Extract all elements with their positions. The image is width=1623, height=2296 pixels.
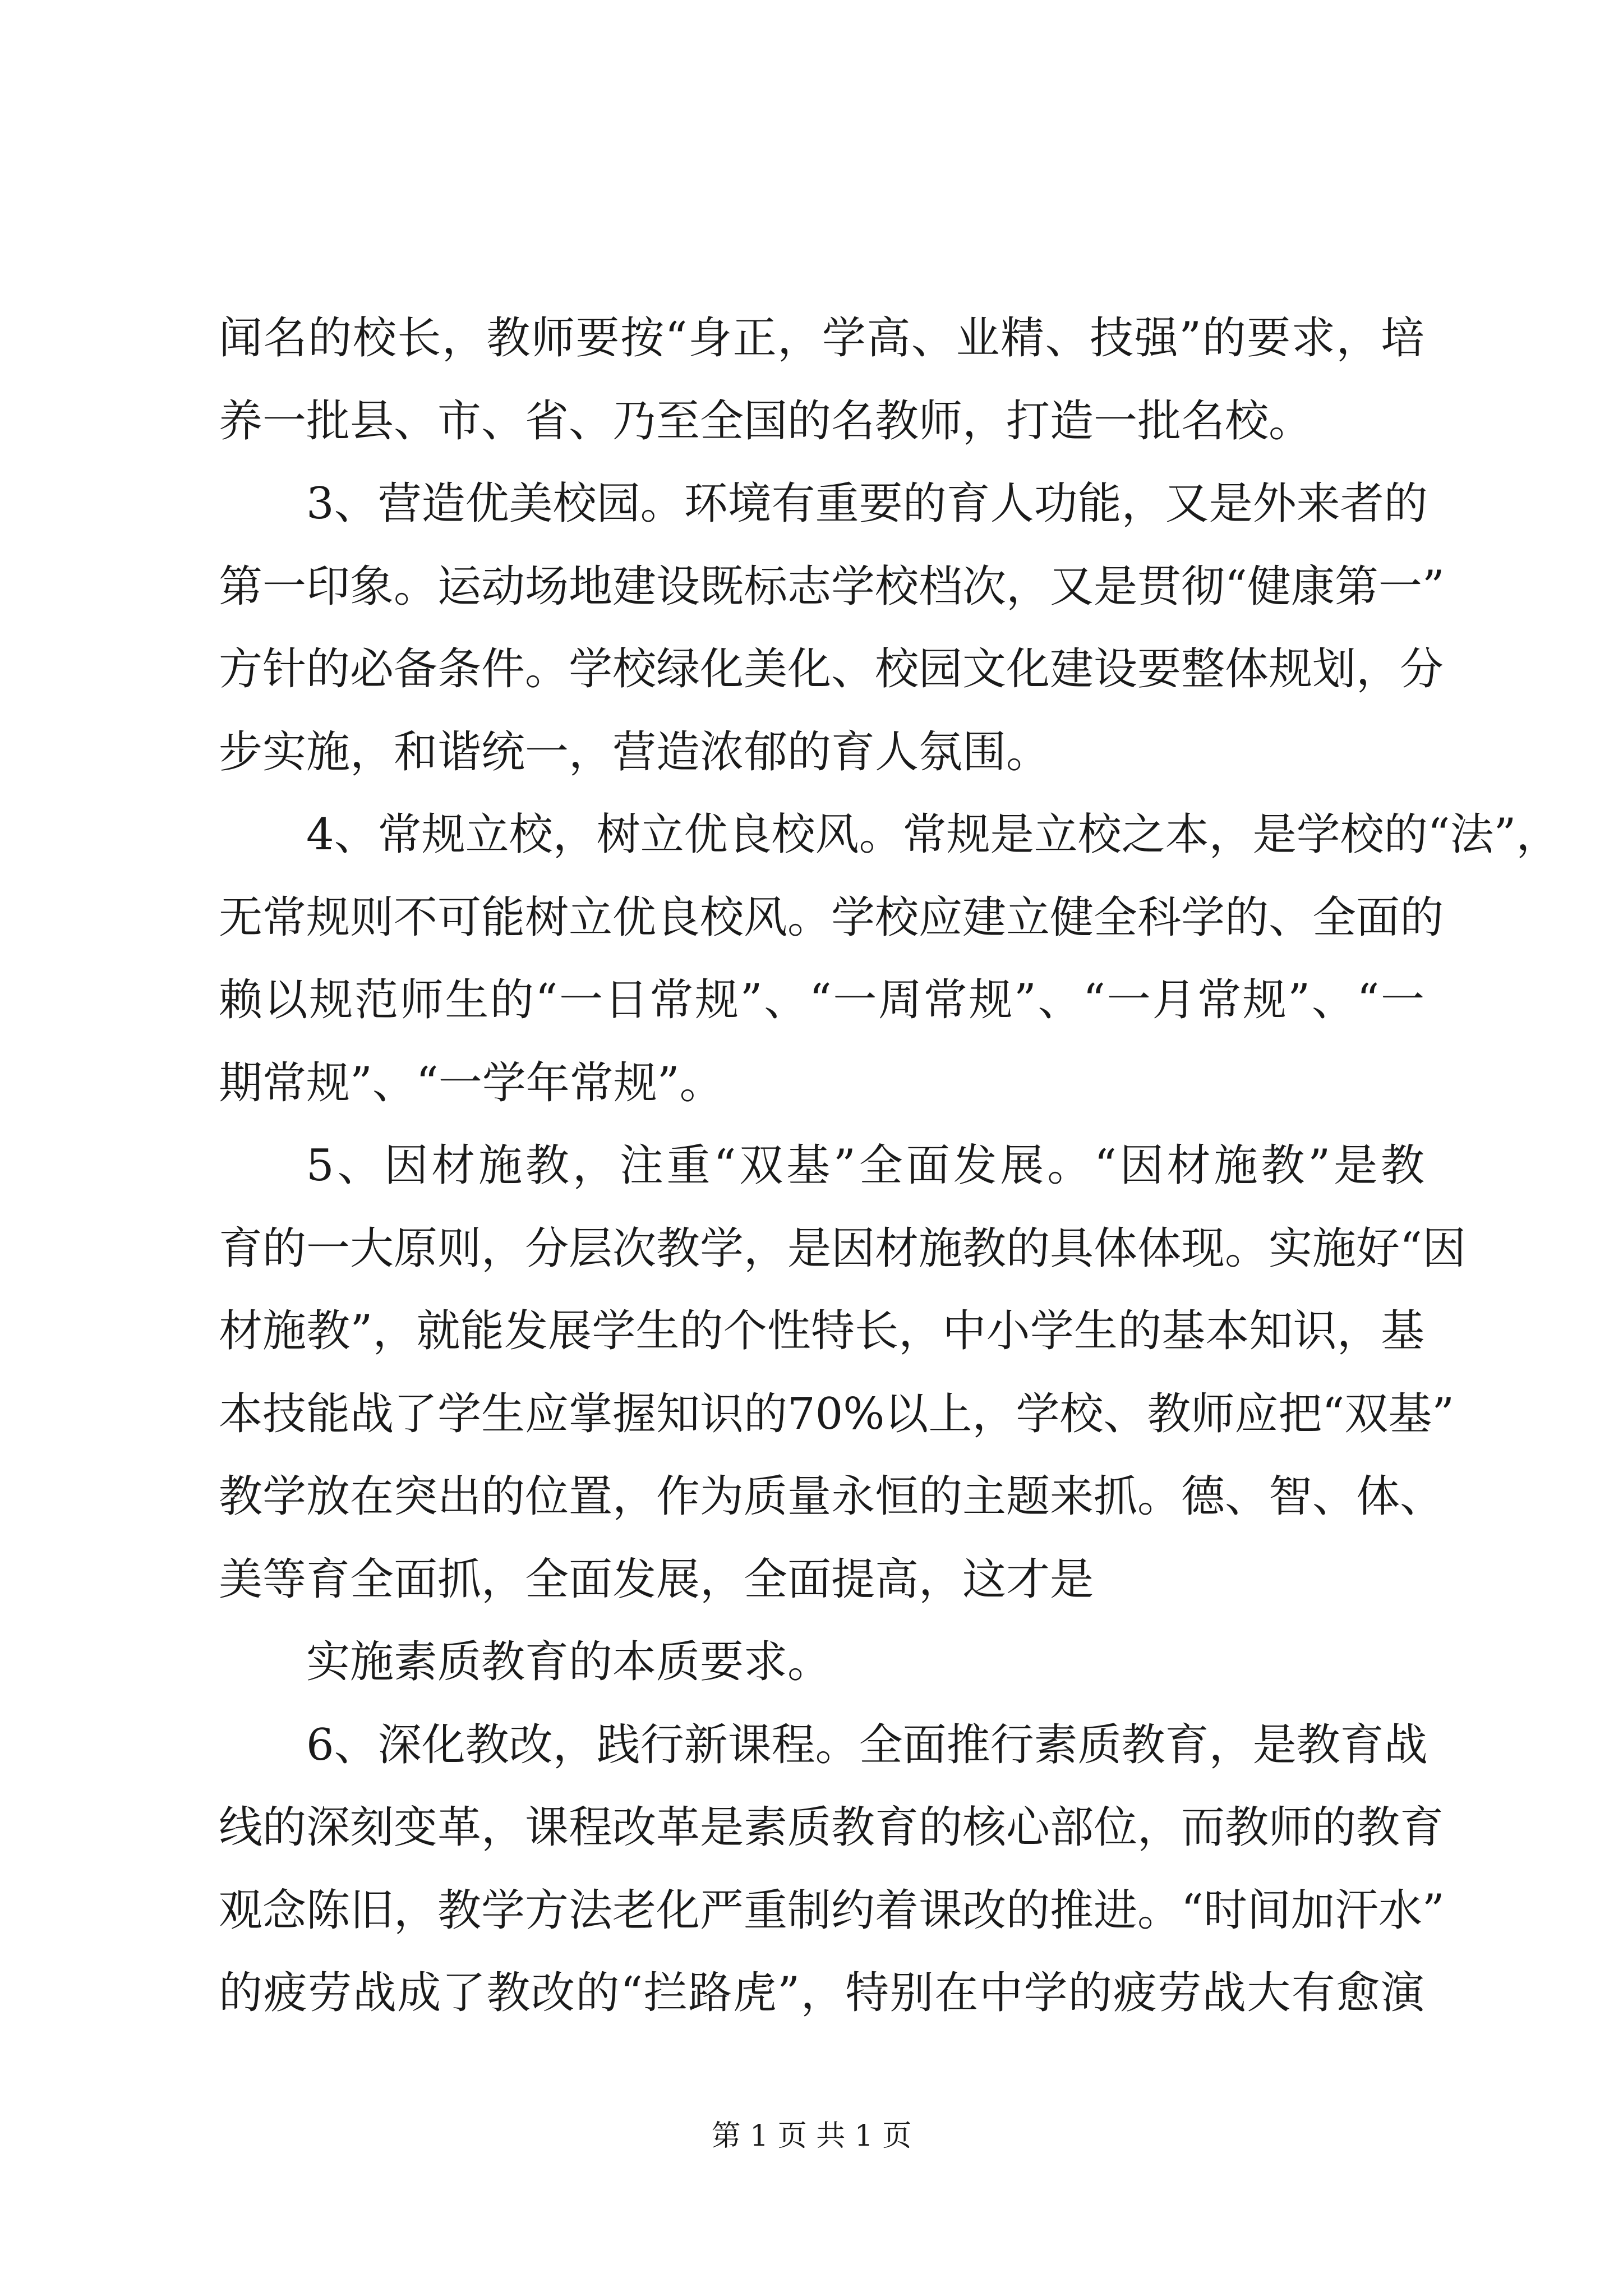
text-line: 本技能战了学生应掌握知识的70%以上，学校、教师应把“双基” — [219, 1388, 1455, 1439]
text-line: 第一印象。运动场地建设既标志学校档次，又是贯彻“健康第一” — [219, 561, 1445, 612]
text-line: 无常规则不可能树立优良校风。学校应建立健全科学的、全面的 — [219, 892, 1444, 943]
text-line: 闻名的校长，教师要按“身正，学高、业精、技强”的要求，培 — [219, 313, 1424, 364]
text-line: 美等育全面抓，全面发展，全面提高，这才是 — [219, 1554, 1094, 1605]
text-line: 赖以规范师生的“一日常规”、“一周常规”、“一月常规”、“一 — [219, 975, 1424, 1025]
text-line: 实施素质教育的本质要求。 — [306, 1637, 832, 1687]
text-line: 5、因材施教，注重“双基”全面发展。“因材施教”是教 — [306, 1140, 1424, 1191]
body-text — [219, 297, 1560, 2035]
text-line: 期常规”、“一学年常规”。 — [219, 1057, 723, 1108]
text-line: 步实施，和谐统一，营造浓郁的育人氛围。 — [219, 726, 1050, 777]
text-line: 育的一大原则，分层次教学，是因材施教的具体体现。实施好“因 — [219, 1223, 1466, 1274]
text-line: 的疲劳战成了教改的“拦路虎”，特别在中学的疲劳战大有愈演 — [219, 1968, 1424, 2018]
text-line: 教学放在突出的位置，作为质量永恒的主题来抓。德、智、体、 — [219, 1471, 1444, 1522]
text-line: 方针的必备条件。学校绿化美化、校园文化建设要整体规划，分 — [219, 644, 1444, 694]
text-line: 材施教”，就能发展学生的个性特长，中小学生的基本知识，基 — [219, 1306, 1424, 1356]
page-footer: 第 1 页 共 1 页 — [711, 2119, 912, 2153]
text-line: 线的深刻变革，课程改革是素质教育的核心部位，而教师的教育 — [219, 1802, 1444, 1853]
text-line: 6、深化教改，践行新课程。全面推行素质教育，是教育战 — [306, 1719, 1428, 1770]
text-line: 4、常规立校，树立优良校风。常规是立校之本，是学校的“法”， — [306, 809, 1560, 860]
text-line: 养一批县、市、省、乃至全国的名教师，打造一批名校。 — [219, 395, 1313, 447]
text-line: 3、营造优美校园。环境有重要的育人功能，又是外来者的 — [306, 478, 1428, 529]
text-line: 观念陈旧，教学方法老化严重制约着课改的推进。“时间加汗水” — [219, 1885, 1445, 1936]
